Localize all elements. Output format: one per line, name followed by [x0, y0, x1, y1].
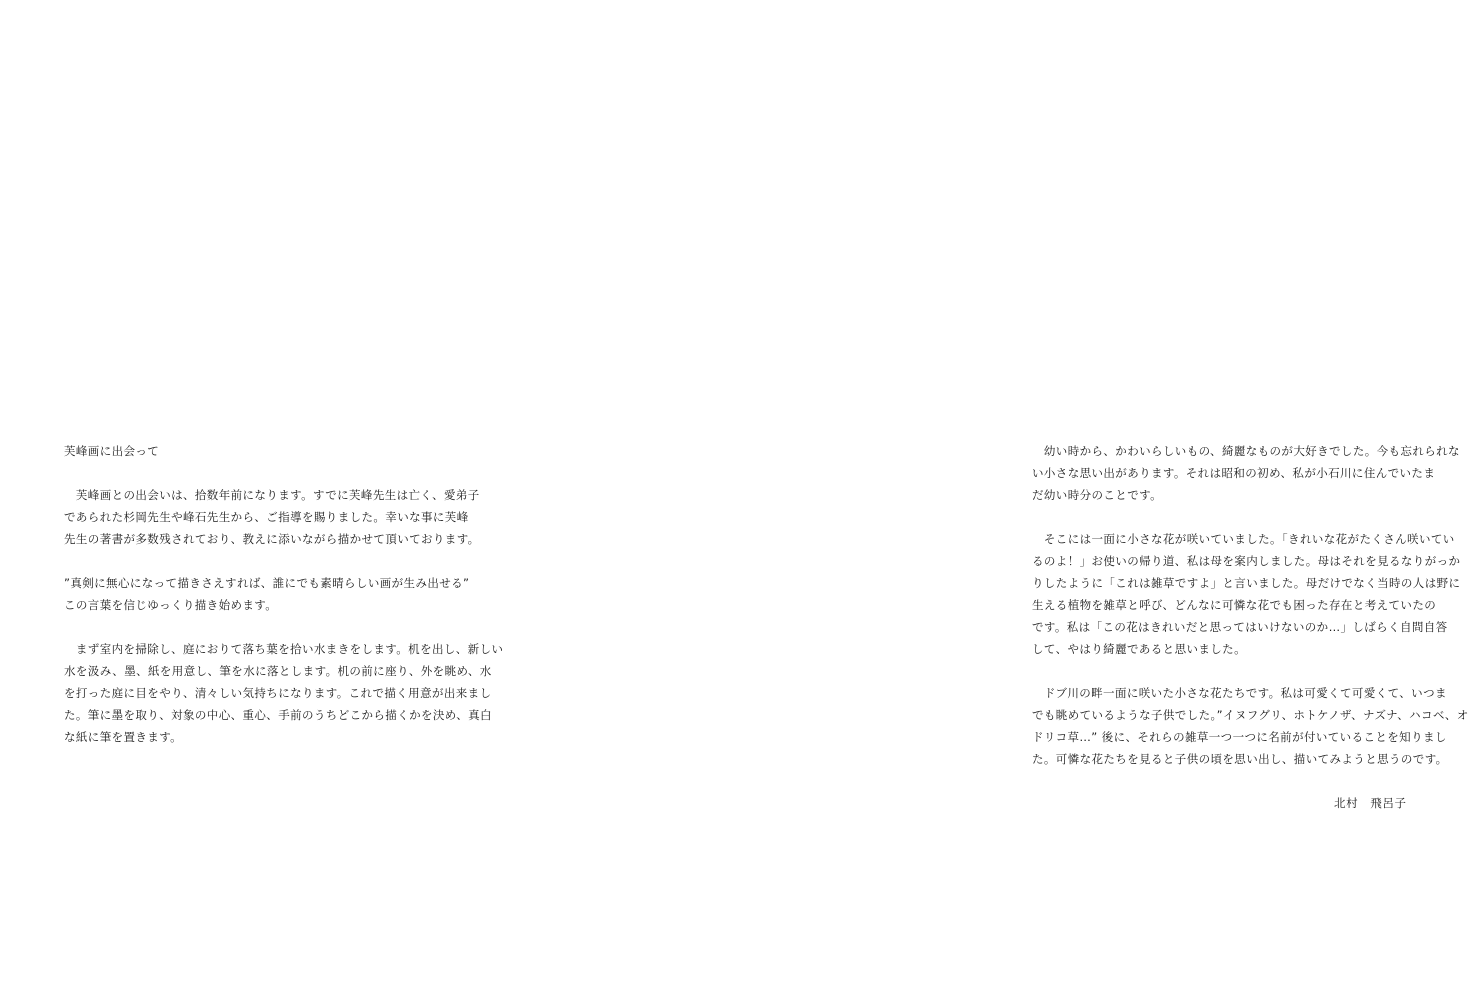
- paragraph-line: 幼い時から、かわいらしいもの、綺麗なものが大好きでした。今も忘れられな: [1032, 444, 1460, 458]
- paragraph-line: して、やはり綺麗であると思いました。: [1032, 642, 1246, 656]
- paragraph-line: 生える植物を雑草と呼び、どんなに可憐な花でも困った存在と考えていたの: [1032, 598, 1437, 612]
- paragraph-line: であられた杉岡先生や峰石先生から、ご指導を賜りました。幸いな事に芙峰: [64, 510, 469, 524]
- paragraph-line: るのよ！」お使いの帰り道、私は母を案内しました。母はそれを見るなりがっか: [1032, 554, 1461, 568]
- paragraph-line: ドリコ草…” 後に、それらの雑草一つ一つに名前が付いていることを知りまし: [1032, 730, 1447, 744]
- paragraph-line: を打った庭に目をやり、清々しい気持ちになります。これで描く用意が出来まし: [64, 686, 492, 700]
- paragraph-line: い小さな思い出があります。それは昭和の初め、私が小石川に住んでいたま: [1032, 466, 1436, 480]
- paragraph-line: でも眺めているような子供でした。”イヌフグリ、ホトケノザ、ナズナ、ハコベ、オ: [1032, 708, 1469, 722]
- quote-line: ”真剣に無心になって描きさえすれば、誰にでも素晴らしい画が生み出せる”: [64, 576, 470, 590]
- right-essay: [1032, 440, 1469, 770]
- paragraph-line: な紙に筆を置きます。: [64, 730, 183, 744]
- paragraph-line: 水を汲み、墨、紙を用意し、筆を水に落とします。机の前に座り、外を眺め、水: [64, 664, 492, 678]
- author-signature: 北村 飛呂子: [1334, 796, 1407, 810]
- paragraph-line: りしたように「これは雑草ですよ」と言いました。母だけでなく当時の人は野に: [1032, 576, 1461, 590]
- paragraph-line: この言葉を信じゆっくり描き始めます。: [64, 598, 278, 612]
- paragraph-line: まず室内を掃除し、庭におりて落ち葉を拾い水まきをします。机を出し、新しい: [64, 642, 504, 656]
- essay-title: 芙峰画に出会って: [64, 444, 160, 458]
- paragraph-line: 先生の著書が多数残されており、教えに添いながら描かせて頂いております。: [64, 532, 480, 546]
- paragraph-line: です。私は「この花はきれいだと思ってはいけないのか…」しばらく自問自答: [1032, 620, 1448, 634]
- paragraph-line: 芙峰画との出会いは、拾数年前になります。すでに芙峰先生は亡く、愛弟子: [64, 488, 480, 502]
- left-essay: [64, 440, 504, 748]
- paragraph-line: た。筆に墨を取り、対象の中心、重心、手前のうちどこから描くかを決め、真白: [64, 708, 492, 722]
- paragraph-line: ドブ川の畔一面に咲いた小さな花たちです。私は可愛くて可愛くて、いつま: [1032, 686, 1447, 700]
- paragraph-line: だ幼い時分のことです。: [1032, 488, 1162, 502]
- paragraph-line: そこには一面に小さな花が咲いていました。「きれいな花がたくさん咲いてい: [1032, 532, 1455, 546]
- paragraph-line: た。可憐な花たちを見ると子供の頃を思い出し、描いてみようと思うのです。: [1032, 752, 1448, 766]
